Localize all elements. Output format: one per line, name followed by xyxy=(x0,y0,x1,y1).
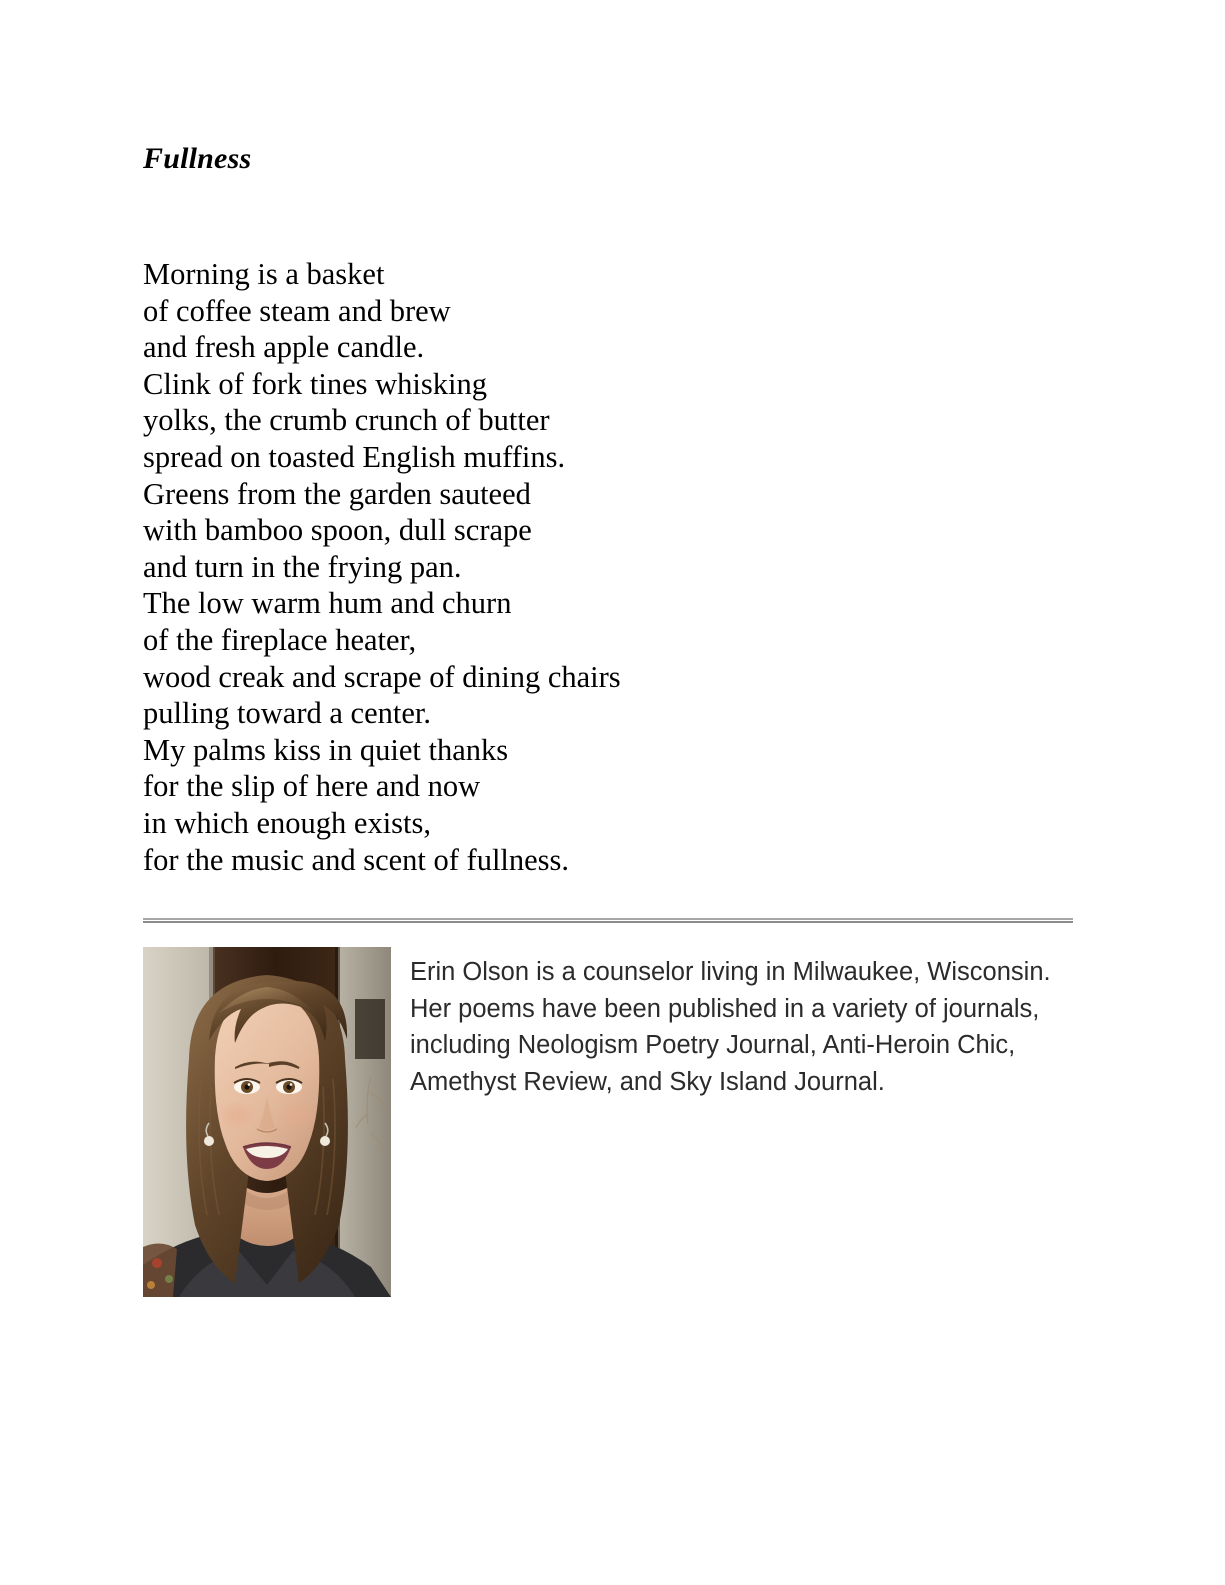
poem-line: The low warm hum and churn xyxy=(143,586,512,621)
poem-line: with bamboo spoon, dull scrape xyxy=(143,513,532,548)
poem-line: wood creak and scrape of dining chairs xyxy=(143,659,621,694)
poem-body xyxy=(143,256,963,878)
poem-line: My palms kiss in quiet thanks xyxy=(143,732,509,767)
poem-line: for the music and scent of fullness. xyxy=(143,842,570,877)
poem-line: and turn in the frying pan. xyxy=(143,549,462,584)
poem-line: of coffee steam and brew xyxy=(143,293,451,328)
author-portrait-photo xyxy=(143,947,391,1297)
poem-line: Greens from the garden sauteed xyxy=(143,476,531,511)
poem-line: and fresh apple candle. xyxy=(143,330,425,365)
poem-line: yolks, the crumb crunch of butter xyxy=(143,403,550,438)
poem-line: of the fireplace heater, xyxy=(143,622,417,657)
poem-line: spread on toasted English muffins. xyxy=(143,439,566,474)
divider-rule-bottom xyxy=(143,921,1073,923)
author-bio-text: Erin Olson is a counselor living in Milwaukee, Wisconsin. Her poems have been published in a variety of journals, including Neologism Poetry Journal, Anti-Heroin Chic, Amethyst Review, and Sky Island Journal. xyxy=(410,958,1051,1096)
poem-line: in which enough exists, xyxy=(143,805,432,840)
poem-line: pulling toward a center. xyxy=(143,696,431,731)
poem-line: Clink of fork tines whisking xyxy=(143,366,487,401)
section-divider xyxy=(143,918,1073,924)
poem-title: Fullness xyxy=(143,142,252,175)
poem-line: for the slip of here and now xyxy=(143,769,481,804)
poem-line: Morning is a basket xyxy=(143,257,385,291)
